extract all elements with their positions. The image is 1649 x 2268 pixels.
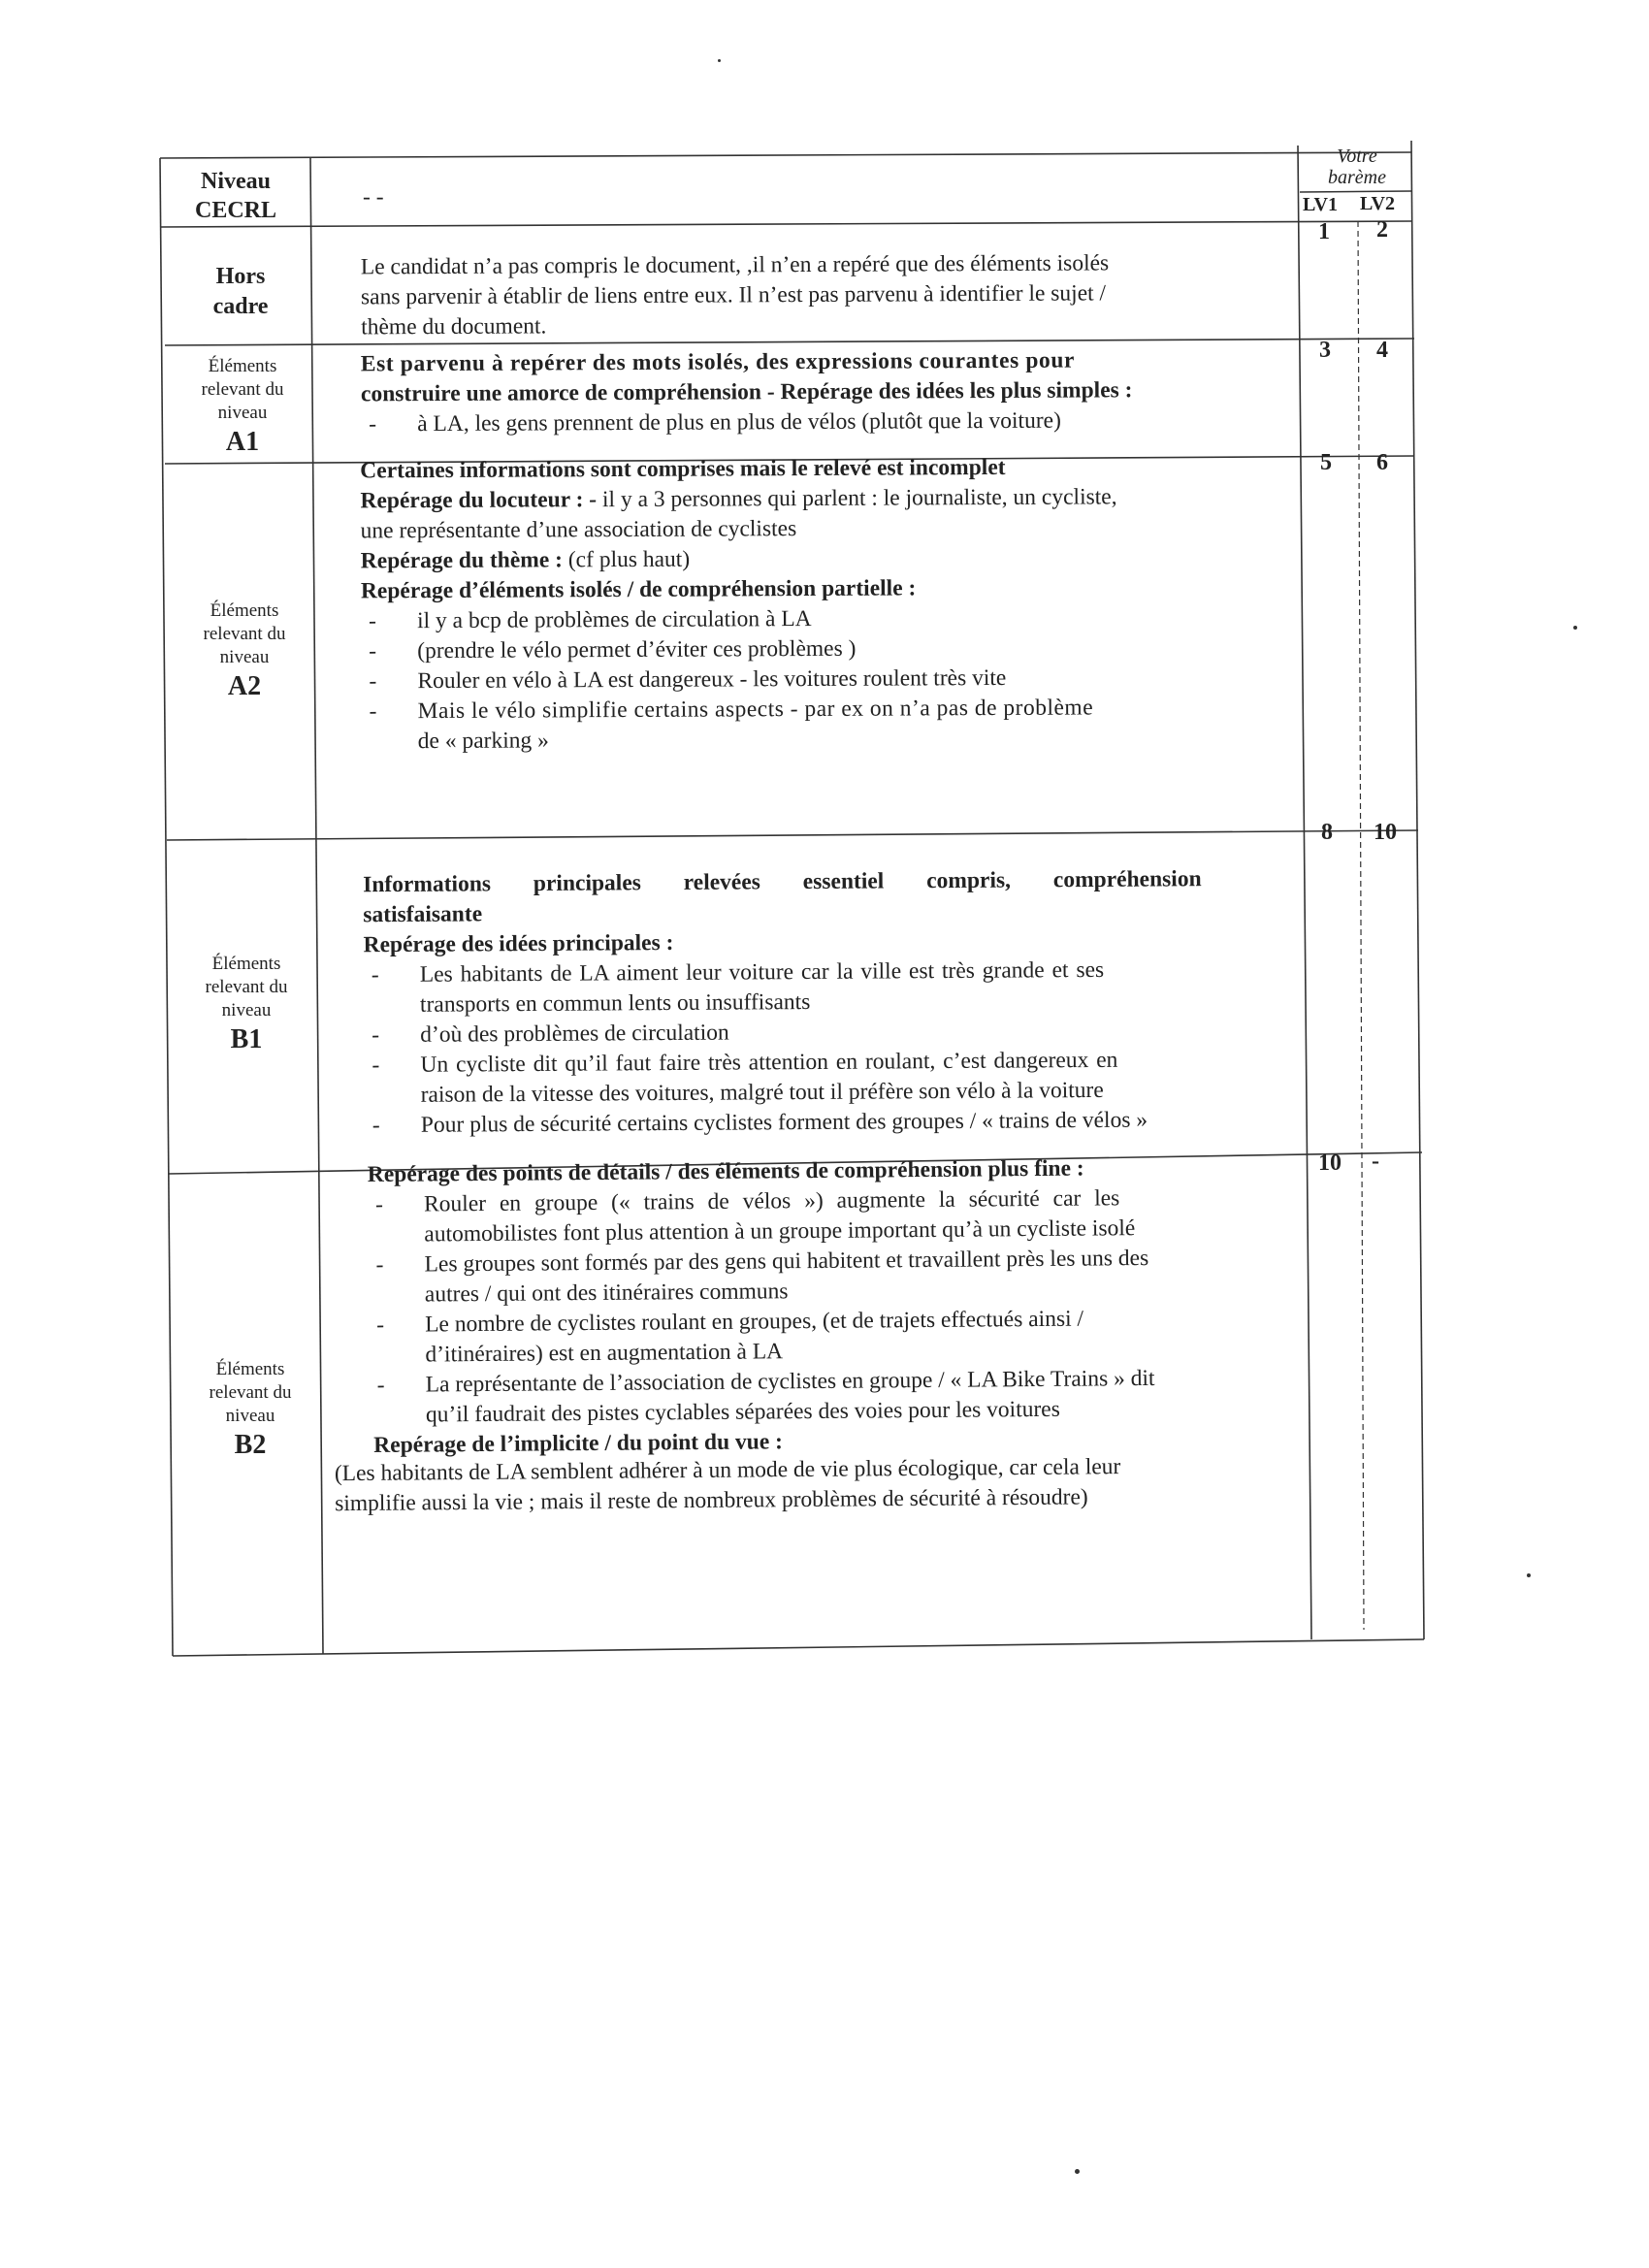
bullet-text: à LA, les gens prennent de plus en plus de vélos (plutôt que la voiture) [417, 407, 1061, 437]
list-item: - Pour plus de sécurité certains cyclistes forment des groupes / « trains de vélos » [365, 1105, 1257, 1141]
score-lv1: 3 [1319, 338, 1331, 363]
bullet-text: Les habitants de LA aiment leur voiture car la ville est très grande et ses [419, 956, 1105, 988]
text-line: sans parvenir à établir de liens entre eux. Il n’est pas parvenu à identifier le sujet / [360, 280, 1107, 310]
bullet-text: autres / qui ont des itinéraires communs [424, 1279, 789, 1308]
heading-line: Repérage des points de détails / des éléments de compréhension plus fine : [367, 1155, 1084, 1188]
score-lv2: - [1372, 1149, 1379, 1174]
level-a1 [167, 355, 318, 460]
row-b2-text [368, 1152, 1263, 1461]
header-level-line1: Niveau [201, 169, 271, 194]
list-item-continued [362, 723, 1254, 758]
bullet-text: Un cycliste dit qu’il faut faire très attention en roulant, c’est dangereux en [420, 1047, 1118, 1078]
row-b2-implicit [335, 1451, 1267, 1519]
level-line: relevant du [203, 624, 286, 644]
level-line: relevant du [205, 977, 288, 997]
level-line: Éléments [215, 1359, 285, 1379]
row-b1-text [363, 864, 1257, 1141]
list-item: - Un cycliste dit qu’il faut faire très attention en roulant, c’est dangereux en [364, 1045, 1256, 1081]
list-item: - Les habitants de LA aiment leur voiture car la ville est très grande et ses [364, 955, 1256, 990]
bullet-text: qu’il faudrait des pistes cyclables séparées des voies pour les voitures [425, 1396, 1060, 1428]
locuteur-label: Repérage du locuteur : - [360, 487, 598, 514]
score-lv2: 4 [1376, 338, 1388, 363]
heading-line: satisfaisante [363, 901, 483, 928]
implicit-line: simplifie aussi la vie ; mais il reste de nombreux problèmes de sécurité à résoudre) [335, 1484, 1088, 1517]
list-item: - Le nombre de cyclistes roulant en groupes, (et de trajets effectués ainsi / [369, 1303, 1261, 1341]
score-lv1: 1 [1318, 219, 1330, 244]
bullet-text: Pour plus de sécurité certains cyclistes forment des groupes / « trains de vélos » [420, 1107, 1148, 1138]
score-lv1: 8 [1321, 820, 1333, 845]
bullet-text: Mais le vélo simplifie certains aspects - par ex on n’a pas de problème [417, 695, 1094, 725]
bareme-line1: Votre [1337, 146, 1377, 167]
level-line: niveau [225, 1406, 275, 1426]
bullet-text: Rouler en groupe (« trains de vélos ») augmente la sécurité car les [423, 1185, 1120, 1217]
list-item: - Les groupes sont formés par des gens qui habitent et travaillent près les uns des [368, 1243, 1260, 1280]
bullet-text: d’où des problèmes de circulation [420, 1020, 729, 1048]
bullet-text: transports en commun lents ou insuffisants [419, 988, 811, 1018]
list-item: - à LA, les gens prennent de plus en plus de vélos (plutôt que la voiture) [361, 405, 1253, 440]
level-line: niveau [217, 403, 268, 423]
score-lv2: 6 [1376, 450, 1388, 475]
bullet-text: Le nombre de cyclistes roulant en groupes, (et de trajets effectués ainsi / [425, 1306, 1084, 1338]
level-line: relevant du [209, 1382, 292, 1403]
bullet-text: (prendre le vélo permet d’éviter ces problèmes ) [417, 635, 857, 664]
level-line: relevant du [201, 379, 284, 400]
heading-line: Est parvenu à repérer des mots isolés, des expressions courantes pour [360, 347, 1076, 377]
bareme-line2: barème [1328, 167, 1386, 188]
bullet-text: La représentante de l’association de cyclistes en groupe / « LA Bike Trains » dit [425, 1365, 1155, 1398]
row-a1-text [361, 345, 1253, 440]
list-item: - (prendre le vélo permet d’éviter ces problèmes ) [361, 632, 1253, 667]
header-middle-mark: - - [363, 184, 384, 210]
header-lv1: LV1 [1303, 194, 1338, 215]
bullet-text: raison de la vitesse des voitures, malgré tout il préfère son vélo à la voiture [420, 1077, 1104, 1108]
heading-line: Informations principales relevées essentiel compris, compréhension [363, 866, 1202, 898]
bullet-text: il y a bcp de problèmes de circulation à LA [417, 605, 812, 634]
partial-label: Repérage d’éléments isolés / de compréhension partielle : [360, 575, 917, 604]
scan-speck [1527, 1573, 1531, 1577]
level-code: A1 [225, 427, 260, 457]
level-line: niveau [221, 1000, 272, 1021]
list-item: - Rouler en groupe (« trains de vélos ») augmente la sécurité car les [368, 1183, 1260, 1220]
bullet-text: de « parking » [417, 728, 549, 755]
level-line: Hors [215, 264, 266, 289]
scan-speck [718, 59, 721, 62]
level-code: B1 [230, 1024, 263, 1054]
level-line: Éléments [210, 600, 279, 621]
header-level-column [163, 167, 308, 225]
score-lv1: 5 [1320, 450, 1332, 475]
header-lv2: LV2 [1360, 193, 1395, 214]
level-line: cadre [212, 294, 269, 319]
level-code: A2 [227, 671, 262, 701]
score-lv2: 10 [1374, 820, 1397, 845]
theme-label: Repérage du thème : [360, 547, 564, 574]
level-b2 [175, 1358, 326, 1463]
row-hors-cadre-text [361, 248, 1253, 343]
level-line: Éléments [208, 356, 277, 376]
level-hors-cadre [165, 262, 316, 322]
heading-line: construire une amorce de compréhension - Repérage des idées les plus simples : [360, 377, 1133, 407]
level-line: Éléments [211, 954, 281, 974]
list-item: - il y a bcp de problèmes de circulation à LA [361, 602, 1253, 637]
list-item: - Rouler en vélo à LA est dangereux - les voitures roulent très vite [361, 663, 1253, 697]
row-a2-text [360, 452, 1254, 758]
implicit-line: (Les habitants de LA semblent adhérer à un mode de vie plus écologique, car cela leur [334, 1454, 1121, 1487]
bullet-text: Rouler en vélo à LA est dangereux - les voitures roulent très vite [417, 664, 1007, 695]
implicit-heading: Repérage de l’implicite / du point du vue : [373, 1429, 784, 1458]
level-line: niveau [219, 647, 270, 667]
locuteur-text-continued: une représentante d’une association de cyclistes [360, 516, 797, 544]
scan-speck [1573, 626, 1577, 630]
scan-speck [1075, 2169, 1080, 2174]
list-item: - d’où des problèmes de circulation [364, 1015, 1256, 1051]
text-line: thème du document. [361, 313, 547, 340]
text-line: Le candidat n’a pas compris le document, ,il n’en a repéré que des éléments isolés [360, 250, 1110, 280]
header-level-line2: CECRL [194, 198, 276, 223]
score-lv1: 10 [1318, 1150, 1342, 1176]
score-lv2: 2 [1376, 217, 1388, 243]
header-bareme [1302, 146, 1412, 188]
bullet-text: d’itinéraires) est en augmentation à LA [425, 1339, 784, 1368]
bullet-text: automobilistes font plus attention à un groupe important qu’à un cycliste isolé [424, 1215, 1136, 1247]
list-item: - Mais le vélo simplifie certains aspects - par ex on n’a pas de problème [361, 693, 1253, 728]
heading-line: Repérage des idées principales : [363, 929, 674, 958]
bullet-text: Les groupes sont formés par des gens qui habitent et travaillent près les uns des [424, 1245, 1149, 1278]
theme-text: (cf plus haut) [562, 546, 691, 573]
locuteur-text: il y a 3 personnes qui parlent : le journaliste, un cycliste, [597, 484, 1117, 513]
level-a2 [169, 599, 320, 704]
level-code: B2 [234, 1430, 267, 1460]
heading-line: Certaines informations sont comprises mais le relevé est incomplet [360, 454, 1006, 484]
list-item: - La représentante de l’association de cyclistes en groupe / « LA Bike Trains » dit [370, 1363, 1262, 1401]
level-b1 [171, 953, 322, 1057]
